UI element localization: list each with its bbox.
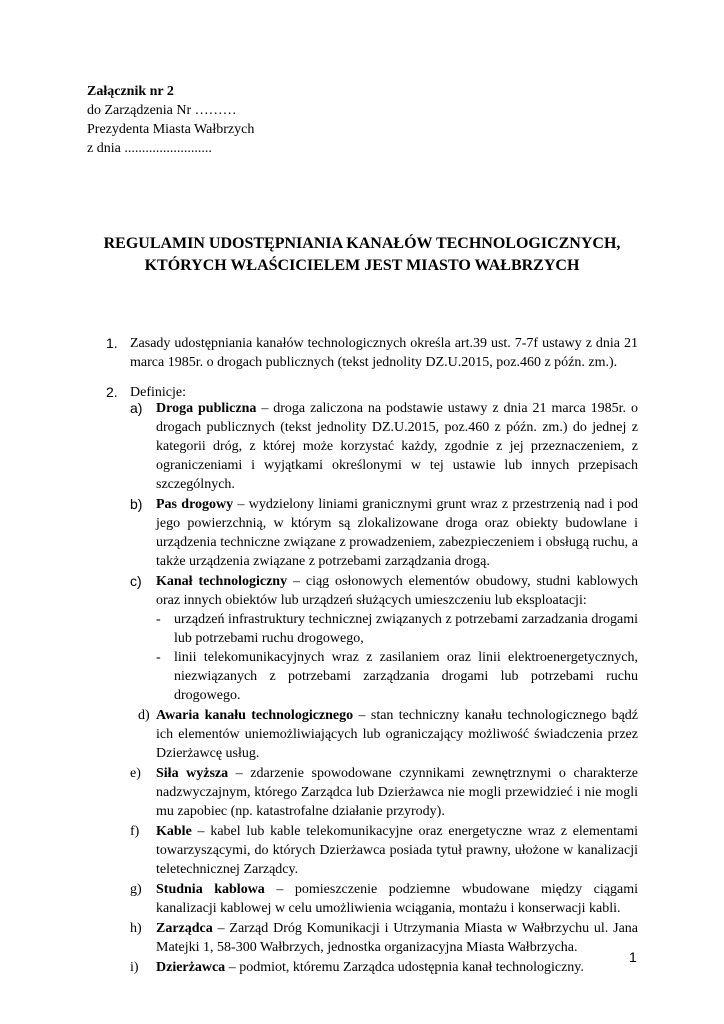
subitem-text: linii telekomunikacyjnych wraz z zasilaniem oraz linii elektroenergetycznych, niezwiązanych z potrzebami zarządzania drogami lub potrzebami ruchu drogowego. [174, 650, 638, 703]
section-text: Definicje: [130, 385, 186, 400]
definition-marker: b) [130, 496, 143, 512]
definition-term: Siła wyższa [156, 766, 229, 781]
definition-marker: c) [130, 573, 142, 589]
definition-item [130, 572, 638, 705]
definition-text: – zdarzenie spowodowane czynnikami zewnętrznymi o charakterze nadzwyczajnym, którego Zarządca lub Dzierżawca nie mogli przewidzieć i nie mogli mu zapobiec (np. katastrofalne działanie przyrody). [156, 766, 638, 819]
annex-title: Załącznik nr 2 [87, 84, 174, 99]
definition-term: Dzierżawca [156, 960, 226, 975]
definition-term: Zarządca [156, 921, 213, 936]
definition-text: – droga zaliczona na podstawie ustawy z dnia 21 marca 1985r. o drogach publicznych (tekst jednolity DZ.U.2015, poz.460 z późn. zm.) do jednej z kategorii dróg, z której może korzystać każdy, zgodnie z jej przeznaczeniem, z ograniczeniami i wyjątkami określonymi w tej ustawie lub innych przepisach szczególnych. [156, 401, 638, 492]
definition-marker: f) [130, 824, 140, 839]
definition-marker: e) [130, 766, 141, 781]
definition-term: Pas drogowy [156, 497, 234, 512]
section-1 [106, 334, 638, 372]
document-title-line-2: KTÓRYCH WŁAŚCICIELEM JEST MIASTO WAŁBRZYCH [144, 257, 580, 274]
definition-item [130, 880, 638, 918]
annex-line-president: Prezydenta Miasta Wałbrzych [87, 122, 255, 137]
definition-text: – wydzielony liniami granicznymi grunt wraz z przestrzenią nad i pod jego powierzchnią, w którym są zlokalizowane droga oraz obiekty budowlane i urządzenia techniczne związane z prowadzeniem, zabezpieczeniem i obsługą ruchu, a także urządzenia związane z potrzebami zarządzania drogą. [156, 497, 638, 569]
document-title [60, 233, 664, 277]
section-number: 1. [106, 335, 118, 351]
section-text: Zasady udostępniania kanałów technologicznych określa art.39 ust. 7-7f ustawy z dnia 21 marca 1985r. o drogach publicznych (tekst jednolity DZ.U.2015, poz.460 z późn. zm.). [130, 336, 638, 370]
definition-marker: d) [138, 708, 150, 723]
dash-bullet: - [156, 612, 161, 627]
definition-subitem [156, 648, 638, 705]
definition-term: Droga publiczna [156, 401, 257, 416]
definition-text: – Zarząd Dróg Komunikacji i Utrzymania Miasta w Wałbrzychu ul. Jana Matejki 1, 58-300 Wałbrzych, jednostka organizacyjna Miasta Wałbrzycha. [156, 921, 638, 955]
definition-term: Awaria kanału technologicznego [156, 708, 354, 723]
definition-text: – ciąg osłonowych elementów obudowy, studni kablowych oraz innych obiektów lub urządzeń służących umieszczeniu lub eksploatacji: [156, 574, 638, 608]
definitions-list [130, 399, 638, 978]
definition-item [130, 764, 638, 821]
definition-marker: a) [130, 400, 143, 416]
definition-term: Kanał technologiczny [156, 574, 288, 589]
definition-marker: g) [130, 882, 142, 897]
definition-item [130, 495, 638, 571]
definition-item [130, 399, 638, 494]
definition-text: – podmiot, któremu Zarządca udostępnia kanał technologiczny. [225, 960, 584, 975]
definition-marker: i) [130, 960, 139, 975]
definition-marker: h) [130, 921, 142, 936]
definition-term: Studnia kablowa [156, 882, 265, 897]
definition-text: – kabel lub kable telekomunikacyjne oraz energetyczne wraz z elementami towarzyszącymi, do których Dzierżawca posiada tytuł prawny, ułożone w kanalizacji teletechnicznej Zarządcy. [156, 824, 638, 877]
page-number: 1 [629, 949, 637, 965]
dash-bullet: - [156, 650, 161, 665]
definition-subitem [156, 610, 638, 648]
definition-text: – pomieszczenie podziemne wbudowane między ciągami kanalizacji kablowej w celu umożliwienia wciągania, montażu i konserwacji kabli. [156, 882, 638, 916]
annex-line-date: z dnia ......................... [87, 141, 212, 156]
definition-text: – stan techniczny kanału technologicznego bądź ich elementów uniemożliwiających lub ograniczający możliwość świadczenia przez Dzierżawcę usług. [156, 708, 639, 761]
annex-line-ordinance: do Zarządzenia Nr ……… [87, 103, 237, 118]
document-title-line-1: REGULAMIN UDOSTĘPNIANIA KANAŁÓW TECHNOLOGICZNYCH, [103, 235, 621, 252]
subitem-text: urządzeń infrastruktury technicznej związanych z potrzebami zarzadzania drogami lub potrzebami ruchu drogowego, [174, 612, 638, 646]
definition-term: Kable [156, 824, 192, 839]
definition-item [130, 822, 638, 879]
definition-item [122, 706, 638, 763]
definition-item [130, 919, 638, 957]
annex-header [87, 82, 387, 158]
definition-item [130, 958, 638, 977]
section-number: 2. [106, 384, 118, 400]
